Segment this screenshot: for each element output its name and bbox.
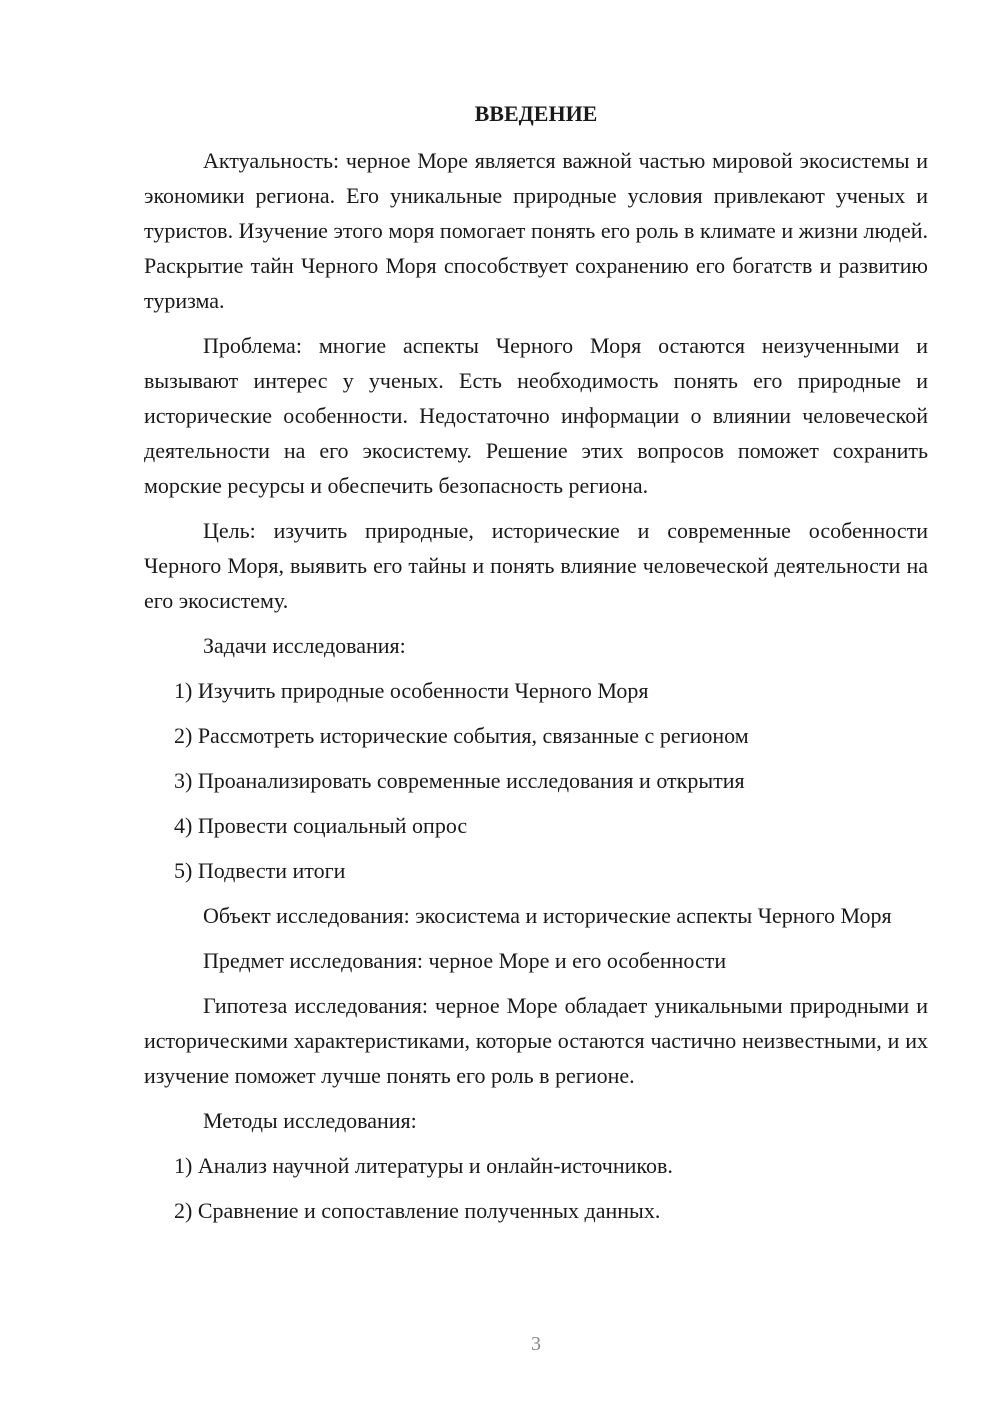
task-item: 3) Проанализировать современные исследования и открытия bbox=[174, 768, 745, 793]
page-content bbox=[144, 96, 928, 1238]
method-item: 1) Анализ научной литературы и онлайн-источников. bbox=[174, 1153, 673, 1178]
tasks-heading: Задачи исследования: bbox=[203, 633, 406, 658]
problem-paragraph: Проблема: многие аспекты Черного Моря остаются неизученными и вызывают интерес у ученых. Есть необходимость понять его природные и исторические особенности. Недостаточно информации о влиянии человеческой деятельности на его экосистему. Решение этих вопросов поможет сохранить морские ресурсы и обеспечить безопасность региона. bbox=[144, 333, 928, 498]
relevance-paragraph: Актуальность: черное Море является важной частью мировой экосистемы и экономики региона. Его уникальные природные условия привлекают ученых и туристов. Изучение этого моря помогает понять его роль в климате и жизни людей. Раскрытие тайн Черного Моря способствует сохранению его богатств и развитию туризма. bbox=[144, 148, 928, 313]
task-item: 1) Изучить природные особенности Черного Моря bbox=[174, 678, 649, 703]
object-paragraph: Объект исследования: экосистема и исторические аспекты Черного Моря bbox=[203, 903, 892, 928]
methods-heading: Методы исследования: bbox=[203, 1108, 417, 1133]
section-title: ВВЕДЕНИЕ bbox=[474, 101, 598, 126]
task-item: 2) Рассмотреть исторические события, связанные с регионом bbox=[174, 723, 749, 748]
method-item: 2) Сравнение и сопоставление полученных данных. bbox=[174, 1198, 661, 1223]
hypothesis-paragraph: Гипотеза исследования: черное Море обладает уникальными природными и историческими характеристиками, которые остаются частично неизвестными, и их изучение поможет лучше понять его роль в регионе. bbox=[144, 993, 928, 1088]
task-item: 5) Подвести итоги bbox=[174, 858, 346, 883]
goal-paragraph: Цель: изучить природные, исторические и современные особенности Черного Моря, выявить его тайны и понять влияние человеческой деятельности на его экосистему. bbox=[144, 518, 928, 613]
task-item: 4) Провести социальный опрос bbox=[174, 813, 468, 838]
subject-paragraph: Предмет исследования: черное Море и его особенности bbox=[203, 948, 727, 973]
page-number: 3 bbox=[531, 1333, 541, 1355]
